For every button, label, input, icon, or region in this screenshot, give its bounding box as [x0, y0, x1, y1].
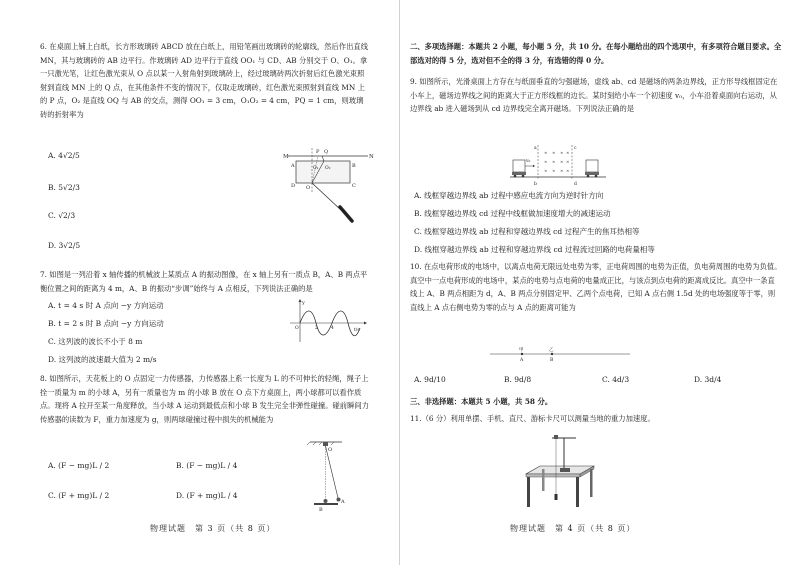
question-6-figure	[282, 145, 374, 225]
q10-label-b: B	[550, 358, 554, 363]
q6-label-c: C	[352, 183, 356, 189]
q6-label-o2: O₂	[325, 166, 331, 171]
q10-label-yi: 乙	[549, 348, 554, 353]
question-10-stem: 10. 在点电荷形成的电场中，以离点电荷无限远处电势为零，正电荷周围的电势为正值，负电荷周围的电势为负值。真空中一点电荷形成的电场中，某点的电势与点电荷的电量成正比，与该点到点电荷的距离成反比。真空中一条直线上 A、B 两点相距为 d，A、B 两点分别固定甲、乙两个点电荷，已知 A 点右侧 1.5d 处的电场强度等于零，则直线上 A 点右侧电势为零的点与 A 点的距离可能为	[410, 262, 782, 312]
q6-label-o1: O₁	[313, 166, 319, 171]
question-11-figure	[520, 432, 600, 510]
question-9-option-b[interactable]: B. 线框穿越边界线 cd 过程中线框做加速度增大的减速运动	[414, 209, 611, 218]
question-10-option-d[interactable]: D. 3d/4	[694, 375, 722, 384]
q7-label-origin: O	[295, 326, 299, 331]
question-6-option-b[interactable]: B. 5√2/3	[48, 183, 80, 192]
question-8-option-c[interactable]: C. (F + mg)L / 2	[48, 491, 110, 500]
question-6-option-c[interactable]: C. √2/3	[48, 211, 76, 220]
question-10-figure	[490, 346, 630, 364]
svg-text:×: ×	[560, 159, 564, 164]
svg-text:×: ×	[566, 168, 570, 173]
question-8-figure	[306, 440, 346, 512]
question-6-stem: 6. 在桌面上铺上白纸，长方形玻璃砖 ABCD 放在白纸上，用铅笔画出玻璃砖的轮廓线，然后作出直线 MN，其与玻璃砖的 AB 边平行。作玻璃砖 AD 边平行于直线 OO₁ 与 CD、AB 分别交于 O、O₁。拿一只激光笔，让红色激光束从 O 点以某一入射角射到玻璃砖上，经过玻璃砖两次折射后红色激光束照射到直线 MN 上的 Q 点，在其他条件不变的情况下，仅取走玻璃砖，红色激光束照射到直线 MN 上的 P 点，O₂ 是直线 OQ 与 AB 的交点，测得 OO₁ = 3 cm，O₁O₂ = 4 cm，PQ = 1 cm，则玻璃砖的折射率为	[40, 42, 368, 119]
svg-text:×: ×	[560, 150, 564, 155]
svg-text:×: ×	[544, 168, 548, 173]
question-7-figure	[288, 298, 368, 344]
q6-label-b: B	[352, 163, 356, 169]
question-10-option-c[interactable]: C. 4d/3	[602, 375, 630, 384]
question-9-option-d[interactable]: D. 线框穿越边界线 ab 过程和穿越边界线 cd 过程流过回路的电荷量相等	[414, 245, 655, 254]
svg-text:×: ×	[566, 159, 570, 164]
q7-label-y: y	[302, 300, 305, 306]
question-8-option-b[interactable]: B. (F − mg)L / 4	[176, 461, 238, 470]
page-4-footer: 物理试题 第 4 页（共 8 页）	[510, 524, 636, 533]
q9-label-d: d	[574, 182, 577, 187]
q6-label-a: A	[291, 163, 295, 169]
q10-label-jia: 甲	[519, 348, 524, 353]
question-7-option-d[interactable]: D. 这列波的波速最大值为 2 m/s	[48, 355, 157, 364]
q9-label-a: a	[534, 146, 537, 151]
q7-label-t4: 4	[331, 326, 334, 331]
svg-text:×: ×	[560, 168, 564, 173]
page-4	[400, 0, 800, 565]
svg-text:×: ×	[566, 150, 570, 155]
q9-label-c: c	[574, 146, 577, 151]
section-2-heading: 二、多项选择题：本题共 2 小题，每小题 5 分，共 10 分。在每小题给出的四个选项中，有多项符合题目要求。全部选对的得 5 分，选对但不全的得 3 分，有选错的得 0 分。	[410, 42, 782, 65]
q8-label-o: O	[328, 447, 333, 453]
q6-label-q: Q	[324, 149, 329, 155]
svg-text:×: ×	[552, 168, 556, 173]
question-8-option-d[interactable]: D. (F + mg)L / 4	[176, 491, 238, 500]
q7-label-t: t/s	[354, 328, 360, 333]
question-8-option-a[interactable]: A. (F − mg)L / 2	[48, 461, 110, 470]
question-9-figure	[508, 143, 608, 187]
question-9-stem: 9. 如图所示，光滑桌面上方存在与纸面垂直的匀强磁场，虚线 ab、cd 是磁场的两条边界线，正方形导线框固定在小车上，磁场边界线之间的距离大于正方形线框的边长。某时刻给小车一个初速度 v₀，小车沿着桌面向右运动，从边界线 ab 进入磁场到从 cd 边界线完全离开磁场。下列说法正确的是	[410, 77, 778, 114]
svg-text:×: ×	[552, 159, 556, 164]
q10-label-a: A	[520, 358, 524, 363]
question-7-option-b[interactable]: B. t = 2 s 时 B 点向 −y 方向运动	[48, 319, 164, 328]
svg-text:×: ×	[552, 150, 556, 155]
page-3-footer: 物理试题 第 3 页（共 8 页）	[150, 524, 276, 533]
question-9-option-a[interactable]: A. 线框穿越边界线 ab 过程中感应电流方向为逆时针方向	[414, 191, 604, 200]
question-6-option-d[interactable]: D. 3√2/5	[48, 241, 81, 250]
question-7-stem: 7. 如图是一列沿着 x 轴传播的机械波上某质点 A 的振动图像，在 x 轴上另有一质点 B，A、B 两点平衡位置之间的距离为 4 m，A、B 的振动“步调”始终与 A 点相反，下列说法正确的是	[40, 270, 368, 293]
question-10-option-a[interactable]: A. 9d/10	[414, 375, 446, 384]
q6-label-p: P	[316, 149, 320, 155]
question-6-option-a[interactable]: A. 4√2/5	[48, 151, 80, 160]
question-9-option-c[interactable]: C. 线框穿越边界线 ab 过程和穿越边界线 cd 过程产生的焦耳热相等	[414, 227, 640, 236]
section-3-heading: 三、非选择题：本题共 5 小题，共 58 分。	[410, 397, 553, 406]
svg-text:×: ×	[544, 150, 548, 155]
question-11-stem: 11.（6 分）利用单摆、手机、直尺、游标卡尺可以测量当地的重力加速度。	[410, 414, 655, 423]
q8-label-a: A	[341, 499, 345, 505]
q7-label-t2: 2	[315, 326, 318, 331]
q9-label-b: b	[534, 182, 537, 187]
q6-label-m: M	[283, 154, 289, 160]
q6-label-d: D	[291, 183, 296, 189]
svg-text:×: ×	[544, 159, 548, 164]
question-8-stem: 8. 如图所示，天花板上的 O 点固定一力传感器，力传感器上系一长度为 L 的不可伸长的轻绳，绳子上拴一质量为 m 的小球 A，另有一质量也为 m 的小球 B 放在 O 点下方桌面上，两小球都可以看作质点。现将 A 拉开至某一角度释放，当小球 A 运动到最低点和小球 B 发生完全非弹性碰撞。碰前瞬间力传感器的读数为 F，重力加速度为 g，则两球碰撞过程中损失的机械能为	[40, 374, 369, 424]
q6-label-n: N	[369, 154, 374, 160]
question-7-option-c[interactable]: C. 这列波的波长不小于 8 m	[48, 337, 143, 346]
question-7-option-a[interactable]: A. t = 4 s 时 A 点向 −y 方向运动	[48, 301, 164, 310]
question-10-option-b[interactable]: B. 9d/8	[504, 375, 532, 384]
q8-label-b: B	[319, 507, 323, 512]
q6-label-o: O	[306, 185, 311, 191]
q9-label-v0: v₀	[526, 159, 531, 164]
